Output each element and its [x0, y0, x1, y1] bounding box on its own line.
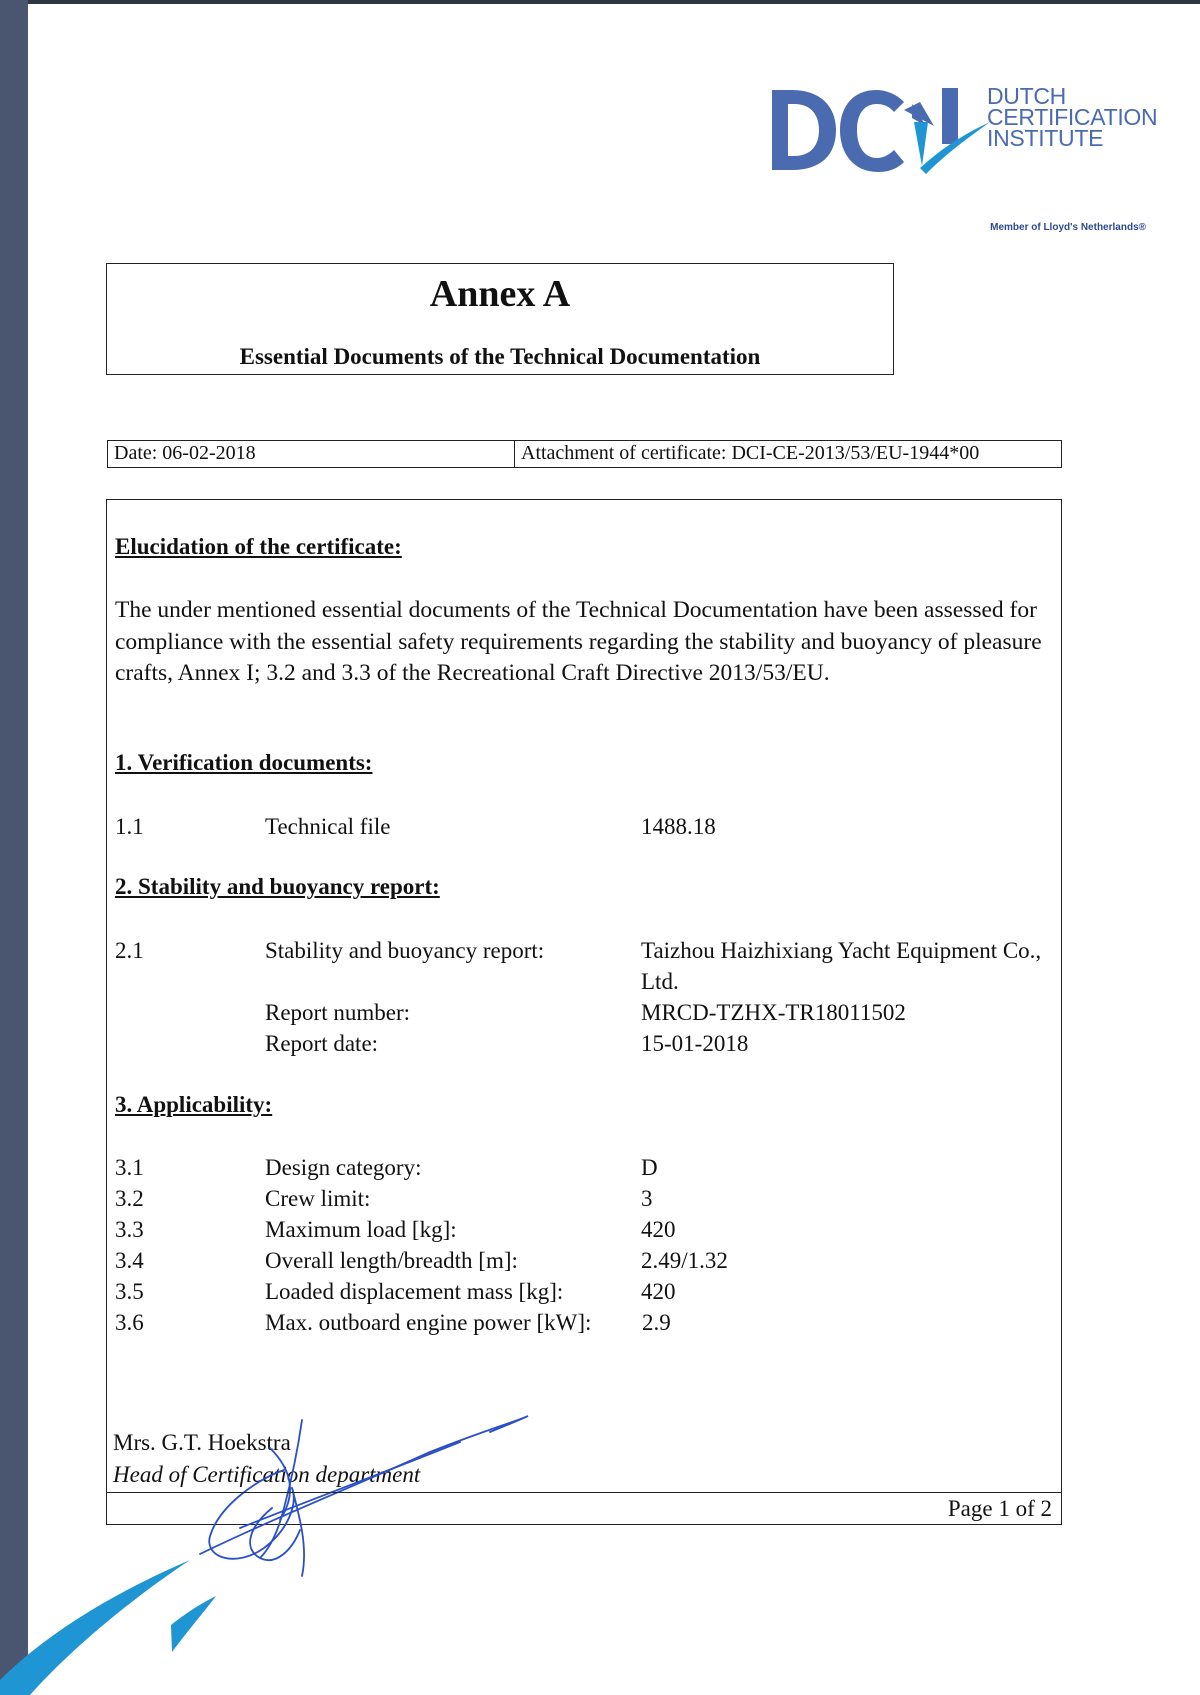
member-note: Member of Lloyd's Netherlands® — [990, 222, 1146, 233]
meta-row — [107, 440, 1062, 468]
item-value: 420 — [641, 1217, 676, 1242]
logo-text-line3: INSTITUTE — [987, 125, 1104, 151]
item-label: Design category: — [265, 1155, 422, 1180]
date-cell: Date: 06-02-2018 — [108, 441, 515, 467]
brand-swoosh-icon — [0, 1520, 220, 1695]
item-value: 1488.18 — [641, 814, 716, 839]
logo-wordmark — [987, 83, 1158, 151]
signatory-title: Head of Certification department — [113, 1462, 421, 1487]
item-label: Technical file — [265, 814, 391, 839]
item-label: Report number: — [265, 1000, 410, 1025]
item-label: Crew limit: — [265, 1186, 371, 1211]
top-edge-line — [28, 0, 1200, 4]
item-number: 2.1 — [115, 938, 144, 963]
signatory-name: Mrs. G.T. Hoekstra — [113, 1430, 291, 1455]
logo-text-line1: DUTCH — [987, 83, 1066, 109]
page-subtitle: Essential Documents of the Technical Documentation — [239, 344, 761, 369]
item-value: 420 — [641, 1279, 676, 1304]
applicability-heading: 3. Applicability: — [115, 1092, 273, 1117]
item-label: Overall length/breadth [m]: — [265, 1248, 518, 1273]
item-label: Max. outboard engine power [kW]: — [265, 1310, 592, 1335]
item-number: 3.4 — [115, 1248, 144, 1273]
item-value: 15-01-2018 — [641, 1031, 749, 1056]
attachment-cell: Attachment of certificate: DCI-CE-2013/53/EU-1944*00 — [521, 442, 980, 464]
elucidation-text: The under mentioned essential documents of the Technical Documentation have been assessed for compliance with the essential safety requirements regarding the stability and buoyancy of pleasure crafts, Annex I; 3.2 and 3.3 of the Recreational Craft Directive 2013/53/EU. — [115, 597, 1042, 686]
title-box — [106, 263, 894, 375]
item-value: MRCD-TZHX-TR18011502 — [641, 1000, 906, 1025]
item-number: 3.1 — [115, 1155, 144, 1180]
page-number: Page 1 of 2 — [947, 1496, 1052, 1521]
item-number: 3.3 — [115, 1217, 144, 1242]
item-value: 2.9 — [642, 1310, 671, 1335]
item-number: 1.1 — [115, 814, 144, 839]
item-label: Maximum load [kg]: — [265, 1217, 457, 1242]
footer-divider — [106, 1492, 1062, 1493]
item-value: D — [641, 1155, 658, 1180]
elucidation-heading: Elucidation of the certificate: — [115, 534, 402, 559]
page-title: Annex A — [429, 273, 571, 315]
signature-icon — [180, 1408, 540, 1583]
page-edge-bar — [0, 0, 28, 1695]
item-value: 2.49/1.32 — [641, 1248, 728, 1273]
item-number: 3.6 — [115, 1310, 144, 1335]
item-number: 3.5 — [115, 1279, 144, 1304]
item-label: Loaded displacement mass [kg]: — [265, 1279, 564, 1304]
item-value: Taizhou Haizhixiang Yacht Equipment Co., Ltd. — [641, 938, 1042, 994]
item-label: Report date: — [265, 1031, 379, 1056]
logo-text-line2: CERTIFICATION — [987, 104, 1158, 130]
item-number: 3.2 — [115, 1186, 144, 1211]
item-value: 3 — [641, 1186, 653, 1211]
verification-heading: 1. Verification documents: — [115, 750, 373, 775]
item-label: Stability and buoyancy report: — [265, 938, 545, 963]
stability-heading: 2. Stability and buoyancy report: — [115, 874, 440, 899]
